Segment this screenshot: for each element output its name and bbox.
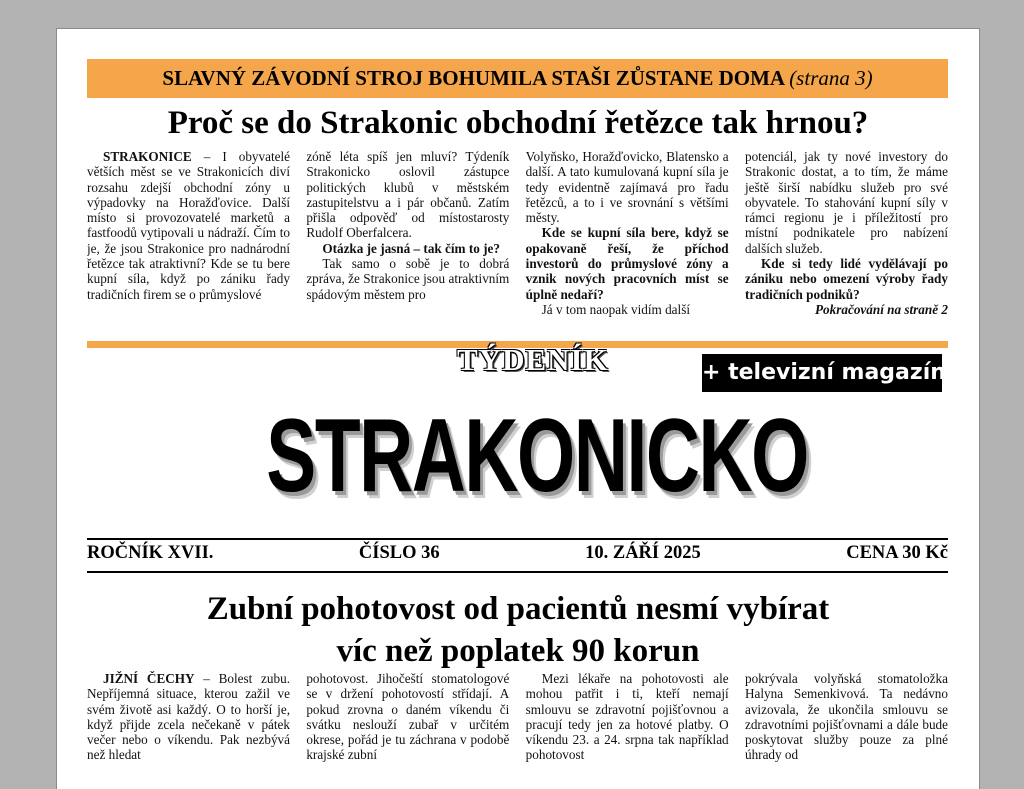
article2-col4-text: pokrývala volyňská stomatoložka Halyna Semenkivová. Ta nedávno avizovala, že ukončila smlouvu se zdravotními pojišťovnami a dále bude poskytovat služby pouze za plné úhrady od	[744, 671, 948, 763]
article2-column-2	[306, 671, 509, 789]
issue-date: 10. ZÁŘÍ 2025	[585, 543, 701, 563]
issue-info-top-rule	[87, 538, 948, 540]
article2-headline-line-2: víc než poplatek 90 korun	[336, 633, 700, 669]
article1-question-3: Kde si tedy lidé vydělávají po zániku nebo omezení výroby řady tradičních podniků?	[744, 256, 948, 302]
article1-question-1: Otázka je jasná – tak čím to je?	[322, 240, 500, 256]
article2-dateline: JIŽNÍ ČECHY	[103, 671, 195, 686]
continued-on-page-link[interactable]: Pokračování na straně 2	[815, 301, 948, 317]
article1-col4-text1: potenciál, jak ty nové investory do Strakonic dostat, a to tím, že máme ještě širší nabídku služeb pro své obyvatele. To stahování kupní síly v rámci regionu je i příležitostí pro místní podnikatele pro nabízení dalších služeb.	[744, 149, 948, 256]
banner-page-reference: (strana 3)	[789, 66, 873, 90]
article1-column-2	[306, 149, 509, 331]
article1-col1-text: – I obyvatelé větších měst se ve Strakonicích diví rozsahu zdejší obchodní zóny u výpadovky na Horažďovice. Další místo si provozovatelé marketů a fastfoodů vytipovali u nádraží. Čím to je, že jsou Strakonice pro nadnárodní řetězce tak atraktivní? Kde se tu bere kupní síla, když po zániku řady tradičních firem se o průmyslové	[87, 149, 290, 302]
masthead-title: STRAKONICKO	[266, 397, 808, 514]
article2-col3-text: Mezi lékaře na pohotovosti ale mohou patřit i ti, kteří nemají smlouvu se zdravotní pojišťovnou a pracují tedy jen za hotové platby. O víkendu 23. a 24. srpna tak například pohotovost	[525, 671, 729, 763]
issue-info-bar	[87, 543, 948, 564]
article1-column-3	[526, 149, 729, 331]
banner-headline: SLAVNÝ ZÁVODNÍ STROJ BOHUMILA STAŠI ZŮSTANE DOMA	[162, 66, 784, 90]
article2-column-1	[87, 671, 290, 789]
article1-col2-text2: Tak samo o sobě je to dobrá zpráva, že Strakonice jsou atraktivním spádovým městem pro	[306, 256, 510, 302]
article1-col2-text1: zóně léta spíš jen mluví? Týdeník Strakonicko oslovil zástupce politických klubů v městském zastupitelstvu a i pár občanů. Zatím přišla odpověď od místostarosty Rudolf Oberfalcera.	[306, 149, 510, 241]
article2-headline-line-1: Zubní pohotovost od pacientů nesmí vybírat	[206, 591, 830, 627]
article2-col2-text: pohotovost. Jihočeští stomatologové se v držení pohotovostí střídají. A pokud zrovna o daném víkendu či svátku neslouží zubař v určitém okrese, pořád je tu záchrana v podobě krajské zubní	[306, 671, 510, 763]
article2-body	[87, 671, 948, 789]
article1-col3-text1: Volyňsko, Horažďovicko, Blatensko a další. A tato kumulovaná kupní síla je tedy evidentně zajímavá pro řadu řetězců, a to i ve srovnání s většími městy.	[525, 149, 729, 226]
issue-info-bottom-rule	[87, 571, 948, 573]
article1-dateline: STRAKONICE	[103, 149, 192, 164]
issue-number: ČÍSLO 36	[358, 543, 440, 563]
masthead-logo	[217, 381, 857, 531]
article1-column-4	[745, 149, 948, 331]
article1-col3-text2: Já v tom naopak vidím další	[541, 301, 690, 317]
article2-headline	[57, 588, 979, 672]
article2-column-4	[745, 671, 948, 789]
article1-body	[87, 149, 948, 331]
article2-column-3	[526, 671, 729, 789]
masthead-kicker: TÝDENÍK	[457, 342, 609, 377]
newspaper-page	[57, 29, 979, 789]
issue-price: CENA 30 Kč	[846, 543, 948, 563]
issue-volume: ROČNÍK XVII.	[87, 543, 214, 563]
article1-question-2: Kde se kupní síla bere, když se opakovaně řeší, že příchod investorů do průmyslové zóny a vznik nových pracovních míst se úplně nedaří?	[525, 225, 729, 302]
top-banner[interactable]	[87, 59, 948, 98]
article1-column-1	[87, 149, 290, 331]
tv-magazine-badge: + televizní magazín	[702, 354, 942, 392]
article1-headline: Proč se do Strakonic obchodní řetězce tak hrnou?	[167, 105, 869, 141]
article2-col1-text: – Bolest zubu. Nepříjemná situace, kterou zažil ve svém životě asi každý. O to horší je, když přijde zcela nečekaně v pátek večer nebo o víkendu. Pak nezbývá než hledat	[87, 671, 290, 763]
